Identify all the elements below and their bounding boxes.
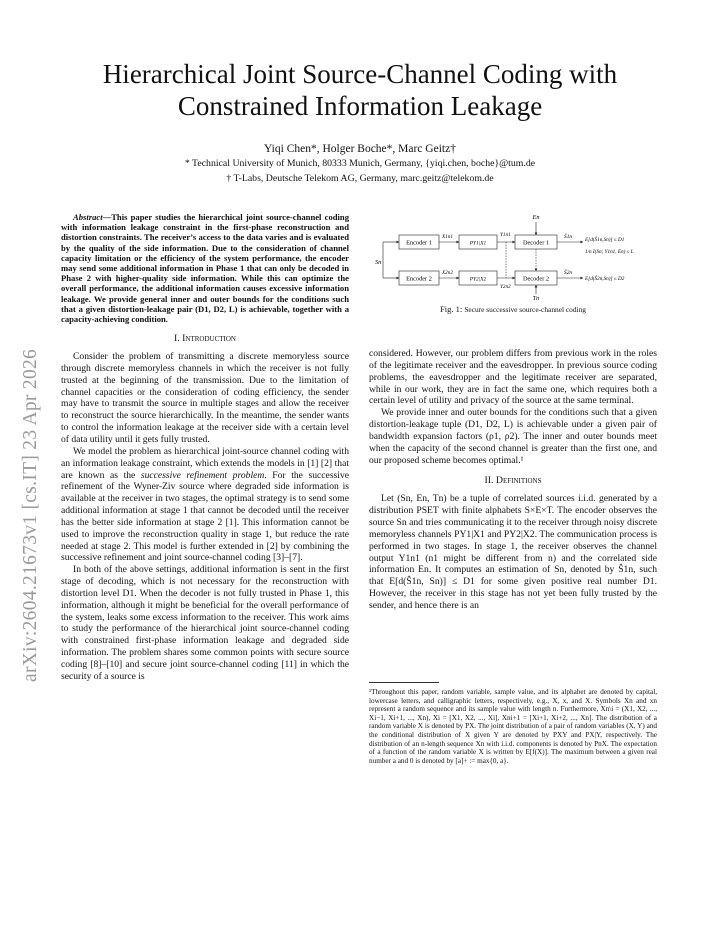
paper-title — [60, 58, 660, 122]
intro-paragraph-3: In both of the above settings, additional information is sent in the first stage of decoding, which is not necessary for the reconstruction with distortion level D1. When the decoder is not fully trusted in Phase 1, this information, although it might be beneficial for the overall performance of the system, leaks some excess information to the receiver. This work aims to study the performance of the hierarchical joint source-channel coding with constrained first-phase information leakage and degraded side information. The problem shares some common points with secure source coding [8]–[10] and secure joint source-channel coding [11] in which the security of a source is — [61, 564, 349, 682]
shat2-label: Ŝ2n — [564, 270, 573, 276]
right-paragraph-2: We provide inner and outer bounds for the conditions such that a given distortion-leakage tuple (D1, D2, L) is achievable under a given pair of bandwidth expansion factors (ρ1, ρ2). The inner and outer bounds meet when the capacity of the second channel is greater than the first one, and our proposed scheme becomes optimal.¹ — [369, 407, 657, 466]
distortion-2-condition: E[d(Ŝ2n,Sn)] ≤ D2 — [585, 276, 625, 282]
abstract-text: —This paper studies the hierarchical joint source-channel coding with information leakage constraint in the first-phase reconstruction and distortion constraints. The receiver’s access to the data varies and is evaluated by the quality of the side information. Due to the consideration of channel capacity limitation or the efficiency of the system performance, the encoder may send some additional information in Phase 1 that can only be decoded in Phase 2 with higher-quality side information. While this can optimize the overall performance, the additional information causes excessive information leakage. We provide general inner and outer bounds for the conditions such that a given distortion-leakage pair (D1, D2, L) is achievable, together with a capacity-achieving condition. — [61, 212, 349, 325]
channel-1-label: PY1|X1 — [469, 240, 487, 247]
source-label: Sn — [375, 259, 382, 266]
figure-caption-text: Secure successive source-channel coding — [464, 305, 587, 314]
authors: Yiqi Chen*, Holger Boche*, Marc Geitz† — [264, 143, 456, 155]
en-label: En — [532, 214, 540, 221]
y1-label: Y1n1 — [500, 232, 511, 238]
x1-label: X1n1 — [442, 234, 453, 240]
title-line-1: Hierarchical Joint Source-Channel Coding with — [102, 59, 618, 89]
shat1-label: Ŝ1n — [564, 234, 573, 240]
y2-label: Y2n2 — [500, 284, 511, 290]
figure-1 — [369, 212, 657, 314]
intro-p2-a: We model the problem as hierarchical joint-source channel coding with an information leakage constraint, which extends the models in [1] [2] that are known as the — [61, 445, 349, 481]
intro-paragraph-2 — [61, 446, 349, 564]
abstract — [61, 212, 349, 324]
arxiv-stamp-text: arXiv:2604.21673v1 [cs.IT] 23 Apr 2026 — [20, 348, 41, 682]
decoder-1-label: Decoder 1 — [522, 239, 550, 247]
abstract-label: Abstract — [73, 212, 103, 222]
intro-paragraph-1: Consider the problem of transmitting a discrete memoryless source through discrete memoryless channels in which the receiver is not fully trusted at the beginning of the transmission. Due to the limitation of channel capacities or the consideration of coding efficiency, the sender may have to transmit the source in multiple stages and allow the receiver to reconstruct the source hierarchically. In the meantime, the sender wants to control the information leakage at the receiver side with a certain level of data utility until it gets fully trusted. — [61, 351, 349, 445]
tn-label: Tn — [532, 295, 540, 300]
distortion-1-condition: E[d(Ŝ1n,Sn)] ≤ D1 — [585, 237, 625, 243]
definitions-paragraph-1: Let (Sn, En, Tn) be a tuple of correlated sources i.i.d. generated by a distribution PSET with finite alphabets S×E×T. The encoder observes the source Sn and tries communicating it to the receiver through noisy discrete memoryless channels PY1|X1 and PY2|X2. The communication process is performed in two stages. In stage 1, the receiver observes the channel output Y1n1 (n1 might be different from n) and the correlated side information En. It computes an estimation of Sn, denoted by Ŝ1n, such that E[d(Ŝ1n, Sn)] ≤ D1 for some given positive real number D1. However, the receiver in this stage has not yet been fully trusted by the sender, and hence there is an — [369, 493, 657, 611]
section-2-heading: II. Definitions — [484, 475, 542, 487]
decoder-2-label: Decoder 2 — [522, 275, 550, 283]
figure-caption — [369, 304, 657, 316]
affiliation-1: * Technical University of Munich, 80333 Munich, Germany, {yiqi.chen, boche}@tum.de — [184, 158, 536, 169]
section-1-heading: I. Introduction — [174, 333, 236, 345]
arxiv-stamp — [6, 150, 46, 710]
intro-p2-emphasis: successive refinement problem — [140, 469, 265, 481]
encoder-1-label: Encoder 1 — [406, 239, 432, 247]
footnote-rule — [369, 682, 439, 683]
leakage-condition: 1/n I(Sn; Y1n1, En) ≤ L — [585, 249, 634, 255]
right-column — [369, 212, 657, 612]
left-column — [61, 212, 349, 683]
footnote: ¹Throughout this paper, random variable, sample value, and its alphabet are denoted by capital, lowercase letters, and calligraphic letters, respectively, e.g., X, x, and X. Symbols Xn and xn represent a random sequence and its sample value with length n. Furthermore, Xn\i = (X1, X2, ..., Xi−1, Xi+1, ..., Xn), Xi = [X1, X2, ..., Xi], Xni+1 = [Xi+1, Xi+2, ..., Xn]. The distribution of a random variable X is denoted by PX. The joint distribution of a pair of random variables (X, Y) and the conditional distribution of X given Y are denoted by PXY and PX|Y, respectively. The distribution of an n-length sequence Xn with i.i.d. components is denoted by PnX. The expectation of a function of the random variable X is written by E[f(X)]. The maximum between a given real number a and 0 is denoted by [a]+ := max{0, a}. — [369, 688, 657, 765]
intro-p2-b: . For the successive refinement of the Wyner-Ziv source where degraded side information is available at the receiver in two stages, the optimal strategy is to send some additional information at stage 1 that cannot be decoded until the receiver has the better side information at stage 2 [1]. This information cannot be used to improve the reconstruction quality in stage 1, but reduce the rate needed at stage 2. This model is further extended in [2] by combining the successive refinement and joint source-channel coding [3]–[7]. — [61, 469, 350, 564]
figure-caption-label: Fig. 1: — [439, 304, 463, 314]
system-diagram — [369, 212, 657, 300]
affiliation-2: † T-Labs, Deutsche Telekom AG, Germany, marc.geitz@telekom.de — [226, 173, 494, 184]
encoder-2-label: Encoder 2 — [406, 275, 432, 283]
title-line-2: Constrained Information Leakage — [177, 91, 543, 121]
channel-2-label: PY2|X2 — [469, 276, 487, 283]
x2-label: X2n2 — [442, 270, 453, 276]
right-paragraph-1: considered. However, our problem differs from previous work in the roles of the legitimate receiver and the eavesdropper. In previous source coding problems, the eavesdropper and the legitimate receiver are separated, while in our work, they are in fact the same one, which requires both a certain level of utility and privacy of the source at the same terminal. — [369, 348, 657, 407]
